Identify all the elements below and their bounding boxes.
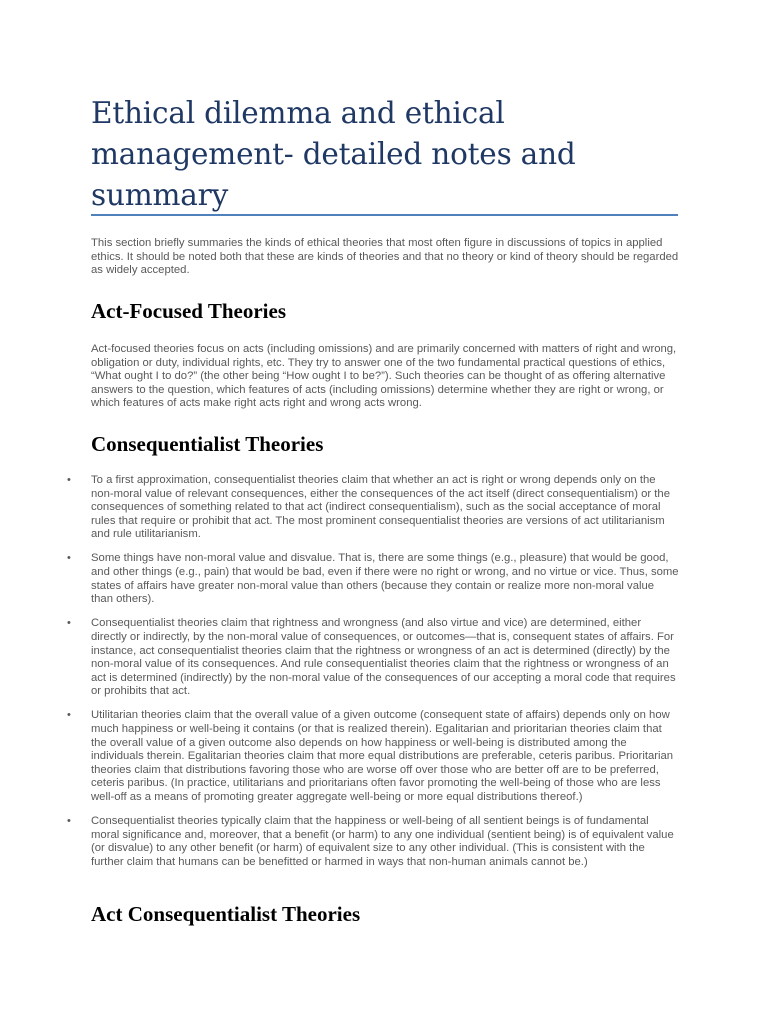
list-item	[67, 709, 679, 804]
section-heading-act-consequentialist: Act Consequentialist Theories	[91, 902, 361, 926]
bullet-icon: •	[67, 709, 71, 722]
list-item	[67, 815, 679, 869]
bullet-icon: •	[67, 552, 71, 565]
list-item-text: To a first approximation, consequentialist theories claim that whether an act is right or wrong depends only on the non-moral value of relevant consequences, either the consequences of the act itself (direct consequentialism) or the consequences of something related to that act (indirect consequentialism), such as the social acceptance of moral rules that require or prohibit that act. The most prominent consequentialist theories are versions of act utilitarianism and rule utilitarianism.	[91, 474, 670, 541]
title-underline-divider	[91, 214, 678, 216]
document-title: Ethical dilemma and ethical management- detailed notes and summary	[91, 96, 576, 212]
bullet-icon: •	[67, 474, 71, 486]
list-item	[67, 474, 679, 542]
list-item	[67, 617, 679, 699]
bullet-icon: •	[67, 617, 71, 630]
list-item-text: Some things have non-moral value and disvalue. That is, there are some things (e.g., pleasure) that would be good, and other things (e.g., pain) that would be bad, even if there were no right or wrong, and no virtue or vice. Thus, some states of affairs have greater non-moral value than others (because they contain or realize more non-moral value than others).	[91, 552, 679, 606]
intro-paragraph: This section briefly summaries the kinds of ethical theories that most often figure in discussions of topics in applied ethics. It should be noted both that these are kinds of theories and that no theory or kind of theory should be regarded as widely accepted.	[91, 237, 679, 277]
section-heading-consequentialist: Consequentialist Theories	[91, 432, 324, 456]
list-item-text: Consequentialist theories typically claim that the happiness or well-being of all sentient beings is of fundamental moral significance and, moreover, that a benefit (or harm) to any one individual (sentient being) is of equivalent value (or disvalue) to any other benefit (or harm) of equivalent size to any other individual. (This is consistent with the further claim that humans can be benefitted or harmed in ways that non-human animals cannot be.)	[91, 815, 674, 868]
list-item	[67, 552, 679, 606]
list-item-text: Consequentialist theories claim that rightness and wrongness (and also virtue and vice) are determined, either directly or indirectly, by the non-moral value of consequences, or outcomes—that is, consequent states of affairs. For instance, act consequentialist theories claim that the rightness or wrongness of an act is determined (directly) by the non-moral value of its consequences. And rule consequentialist theories claim that the rightness or wrongness of an act is determined (indirectly) by the non-moral value of the consequences of our accepting a moral code that requires or prohibits that act.	[91, 617, 676, 698]
bullet-icon: •	[67, 815, 71, 828]
consequentialist-bullet-list	[67, 474, 679, 880]
list-item-text: Utilitarian theories claim that the overall value of a given outcome (consequent state of affairs) depends only on how much happiness or well-being it contains (or that is realized therein). Egalitarian and prioritarian theories claim that the overall value of a given outcome also depends on how happiness or well-being is distributed among the individuals therein. Egalitarian theories claim that more equal distributions are preferable, ceteris paribus. Prioritarian theories claim that distributions favoring those who are worse off over those who are better off are to be preferred, ceteris paribus. (In practice, utilitarians and prioritarians often favor promoting the well-being of those who are less well-off as a means of promoting greater aggregate well-being or more equal distributions thereof.)	[91, 709, 674, 803]
act-focused-paragraph: Act-focused theories focus on acts (including omissions) and are primarily concerned with matters of right and wrong, obligation or duty, individual rights, etc. They try to answer one of the two fundamental practical questions of ethics, “What ought I to do?” (the other being “How ought I to be?”). Such theories can be thought of as offering alternative answers to the question, which features of acts (including omissions) determine whether they are right or wrong, or which features of acts make right acts right and wrong acts wrong.	[91, 343, 677, 410]
section-heading-act-focused: Act-Focused Theories	[91, 299, 286, 323]
